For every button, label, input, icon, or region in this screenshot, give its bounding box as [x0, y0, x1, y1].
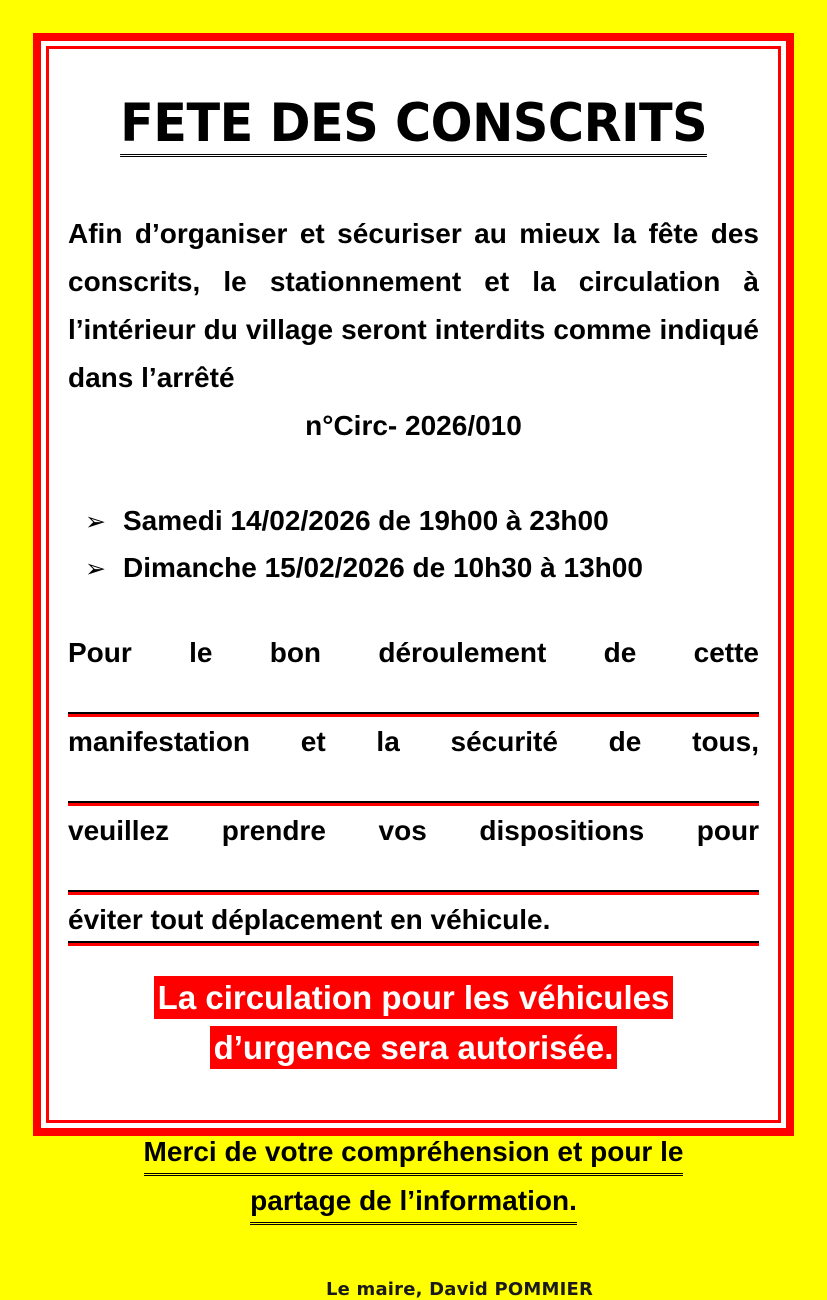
securite-line: [68, 723, 759, 803]
merci-block: [68, 1133, 759, 1231]
securite-paragraph: [68, 634, 759, 943]
list-item: [68, 498, 759, 545]
urgence-line-text: d’urgence sera autorisée.: [210, 1026, 618, 1069]
securite-line-text: éviter tout déplacement en véhicule.: [68, 904, 551, 935]
poster-inner-border: [46, 46, 781, 1300]
arrete-reference: n°Circ- 2026/010: [305, 410, 522, 441]
securite-line: [68, 634, 759, 714]
page-title: FETE DES CONSCRITS: [120, 97, 707, 157]
dates-list: [68, 498, 759, 592]
securite-line-text: Pour le bon déroulement de cette: [68, 637, 759, 668]
urgence-line: [68, 973, 759, 1023]
date-item-label: Dimanche 15/02/2026 de 10h30 à 13h00: [123, 552, 643, 583]
poster-content: [49, 49, 778, 1300]
securite-line: [68, 812, 759, 892]
arrow-bullet-icon: ➢: [85, 507, 106, 536]
securite-line-text: manifestation et la sécurité de tous,: [68, 726, 759, 757]
list-item: [68, 545, 759, 592]
arrow-bullet-icon: ➢: [85, 554, 106, 583]
urgence-line: [68, 1023, 759, 1073]
urgence-line-text: La circulation pour les véhicules: [154, 976, 674, 1019]
title-block: [68, 61, 759, 192]
urgence-highlight-block: [68, 973, 759, 1073]
poster-outer-border: [33, 33, 794, 1300]
securite-line-text: veuillez prendre vos dispositions pour: [68, 815, 759, 846]
merci-line: partage de l’information.: [250, 1182, 577, 1225]
date-item-label: Samedi 14/02/2026 de 19h00 à 23h00: [123, 505, 609, 536]
merci-line: Merci de votre compréhension et pour le: [144, 1133, 684, 1176]
signature: Le maire, David POMMIER: [325, 1279, 594, 1300]
securite-line: [68, 901, 759, 943]
intro-paragraph: Afin d’organiser et sécuriser au mieux la fête des conscrits, le stationnement et la circulation à l’intérieur du village seront interdits comme indiqué dans l’arrêté: [68, 218, 759, 393]
